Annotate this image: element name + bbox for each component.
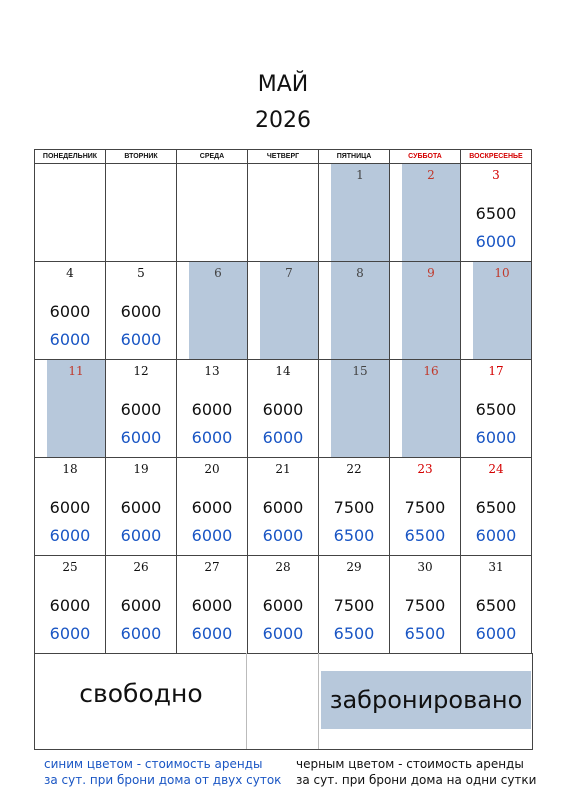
weekday-header: ЧЕТВЕРГ	[248, 150, 319, 164]
price-single-day: 6000	[262, 400, 304, 419]
price-single-day: 6000	[120, 498, 162, 517]
day-cell-free	[461, 164, 532, 262]
day-cell-free	[35, 262, 106, 360]
legend-free-label: свободно	[79, 679, 203, 708]
day-number: 13	[204, 364, 220, 378]
price-multi-day: 6000	[49, 330, 91, 349]
price-multi-day: 6000	[475, 232, 517, 251]
note-single-day	[296, 756, 536, 788]
day-number: 30	[417, 560, 433, 574]
price-multi-day: 6000	[191, 526, 233, 545]
price-single-day: 7500	[333, 596, 375, 615]
price-single-day: 6000	[191, 400, 233, 419]
day-cell-free	[390, 556, 461, 654]
price-single-day: 6000	[120, 400, 162, 419]
price-multi-day: 6000	[475, 624, 517, 643]
day-number: 19	[133, 462, 149, 476]
day-number: 26	[133, 560, 149, 574]
weekday-header: СРЕДА	[177, 150, 248, 164]
day-cell-free	[106, 360, 177, 458]
price-single-day: 6000	[49, 302, 91, 321]
day-number: 10	[494, 266, 510, 280]
day-cell-free	[319, 556, 390, 654]
day-number: 6	[214, 266, 222, 280]
note-multi-day	[44, 756, 281, 788]
price-single-day: 6000	[191, 596, 233, 615]
price-single-day: 6500	[475, 204, 517, 223]
day-cell-booked	[319, 164, 390, 262]
note-multi-day-line1: синим цветом - стоимость аренды	[44, 757, 263, 771]
day-cell-booked	[461, 262, 532, 360]
weekday-header: ПЯТНИЦА	[319, 150, 390, 164]
day-number: 14	[275, 364, 291, 378]
weekday-header: СУББОТА	[390, 150, 461, 164]
note-multi-day-line2: за сут. при брони дома от двух суток	[44, 773, 282, 787]
day-cell-booked	[319, 262, 390, 360]
price-single-day: 6000	[120, 302, 162, 321]
day-cell-free	[319, 458, 390, 556]
day-number: 16	[423, 364, 439, 378]
price-multi-day: 6500	[333, 624, 375, 643]
legend-gap	[247, 653, 319, 749]
price-single-day: 6500	[475, 400, 517, 419]
day-cell-free	[35, 458, 106, 556]
day-cell-booked	[390, 360, 461, 458]
day-cell-free	[177, 360, 248, 458]
day-number: 4	[66, 266, 74, 280]
day-number: 24	[488, 462, 504, 476]
day-number: 28	[275, 560, 291, 574]
day-number: 20	[204, 462, 220, 476]
empty-day-cell	[248, 164, 319, 262]
day-number: 12	[133, 364, 149, 378]
price-multi-day: 6000	[120, 428, 162, 447]
price-single-day: 7500	[333, 498, 375, 517]
day-number: 29	[346, 560, 362, 574]
price-single-day: 7500	[404, 498, 446, 517]
day-cell-free	[106, 556, 177, 654]
empty-day-cell	[35, 164, 106, 262]
day-cell-free	[106, 262, 177, 360]
price-multi-day: 6000	[191, 624, 233, 643]
day-number: 21	[275, 462, 291, 476]
note-single-day-line1: черным цветом - стоимость аренды	[296, 757, 524, 771]
price-multi-day: 6000	[262, 526, 304, 545]
day-cell-free	[461, 360, 532, 458]
day-number: 15	[352, 364, 368, 378]
day-cell-free	[248, 360, 319, 458]
price-single-day: 6000	[262, 498, 304, 517]
day-cell-free	[177, 556, 248, 654]
day-cell-free	[461, 458, 532, 556]
price-multi-day: 6000	[120, 526, 162, 545]
price-multi-day: 6000	[191, 428, 233, 447]
day-number: 18	[62, 462, 78, 476]
price-multi-day: 6500	[333, 526, 375, 545]
day-number: 2	[427, 168, 435, 182]
day-cell-free	[248, 556, 319, 654]
price-multi-day: 6500	[404, 624, 446, 643]
day-cell-booked	[177, 262, 248, 360]
weekday-header: ВТОРНИК	[106, 150, 177, 164]
day-number: 25	[62, 560, 78, 574]
weekday-header: ПОНЕДЕЛЬНИК	[35, 150, 106, 164]
calendar-grid	[34, 149, 532, 654]
day-number: 8	[356, 266, 364, 280]
note-single-day-line2: за сут. при брони дома на одни сутки	[296, 773, 537, 787]
day-number: 11	[68, 364, 84, 378]
day-cell-free	[35, 556, 106, 654]
price-multi-day: 6000	[49, 526, 91, 545]
day-number: 7	[285, 266, 293, 280]
day-number: 22	[346, 462, 362, 476]
price-multi-day: 6000	[262, 624, 304, 643]
day-number: 23	[417, 462, 433, 476]
day-cell-free	[461, 556, 532, 654]
price-multi-day: 6000	[475, 428, 517, 447]
price-single-day: 6500	[475, 596, 517, 615]
weekday-header: ВОСКРЕСЕНЬЕ	[461, 150, 532, 164]
price-multi-day: 6500	[404, 526, 446, 545]
day-number: 31	[488, 560, 504, 574]
legend-booked-label: забронировано	[321, 671, 531, 729]
price-single-day: 6000	[120, 596, 162, 615]
day-number: 3	[492, 168, 500, 182]
day-cell-booked	[248, 262, 319, 360]
day-cell-free	[248, 458, 319, 556]
legend	[34, 653, 533, 750]
month-title: МАЙ	[257, 72, 309, 97]
day-cell-booked	[319, 360, 390, 458]
day-number: 27	[204, 560, 220, 574]
price-single-day: 6000	[191, 498, 233, 517]
day-cell-booked	[390, 262, 461, 360]
empty-day-cell	[106, 164, 177, 262]
price-single-day: 7500	[404, 596, 446, 615]
day-cell-booked	[35, 360, 106, 458]
year-title: 2026	[255, 108, 311, 133]
day-number: 5	[137, 266, 145, 280]
empty-day-cell	[177, 164, 248, 262]
price-single-day: 6000	[49, 596, 91, 615]
price-multi-day: 6000	[475, 526, 517, 545]
price-single-day: 6000	[262, 596, 304, 615]
price-multi-day: 6000	[49, 624, 91, 643]
price-multi-day: 6000	[262, 428, 304, 447]
day-number: 17	[488, 364, 504, 378]
price-single-day: 6000	[49, 498, 91, 517]
price-multi-day: 6000	[120, 624, 162, 643]
day-number: 1	[356, 168, 364, 182]
day-number: 9	[427, 266, 435, 280]
price-single-day: 6500	[475, 498, 517, 517]
price-multi-day: 6000	[120, 330, 162, 349]
day-cell-free	[390, 458, 461, 556]
day-cell-free	[106, 458, 177, 556]
day-cell-free	[177, 458, 248, 556]
day-cell-booked	[390, 164, 461, 262]
